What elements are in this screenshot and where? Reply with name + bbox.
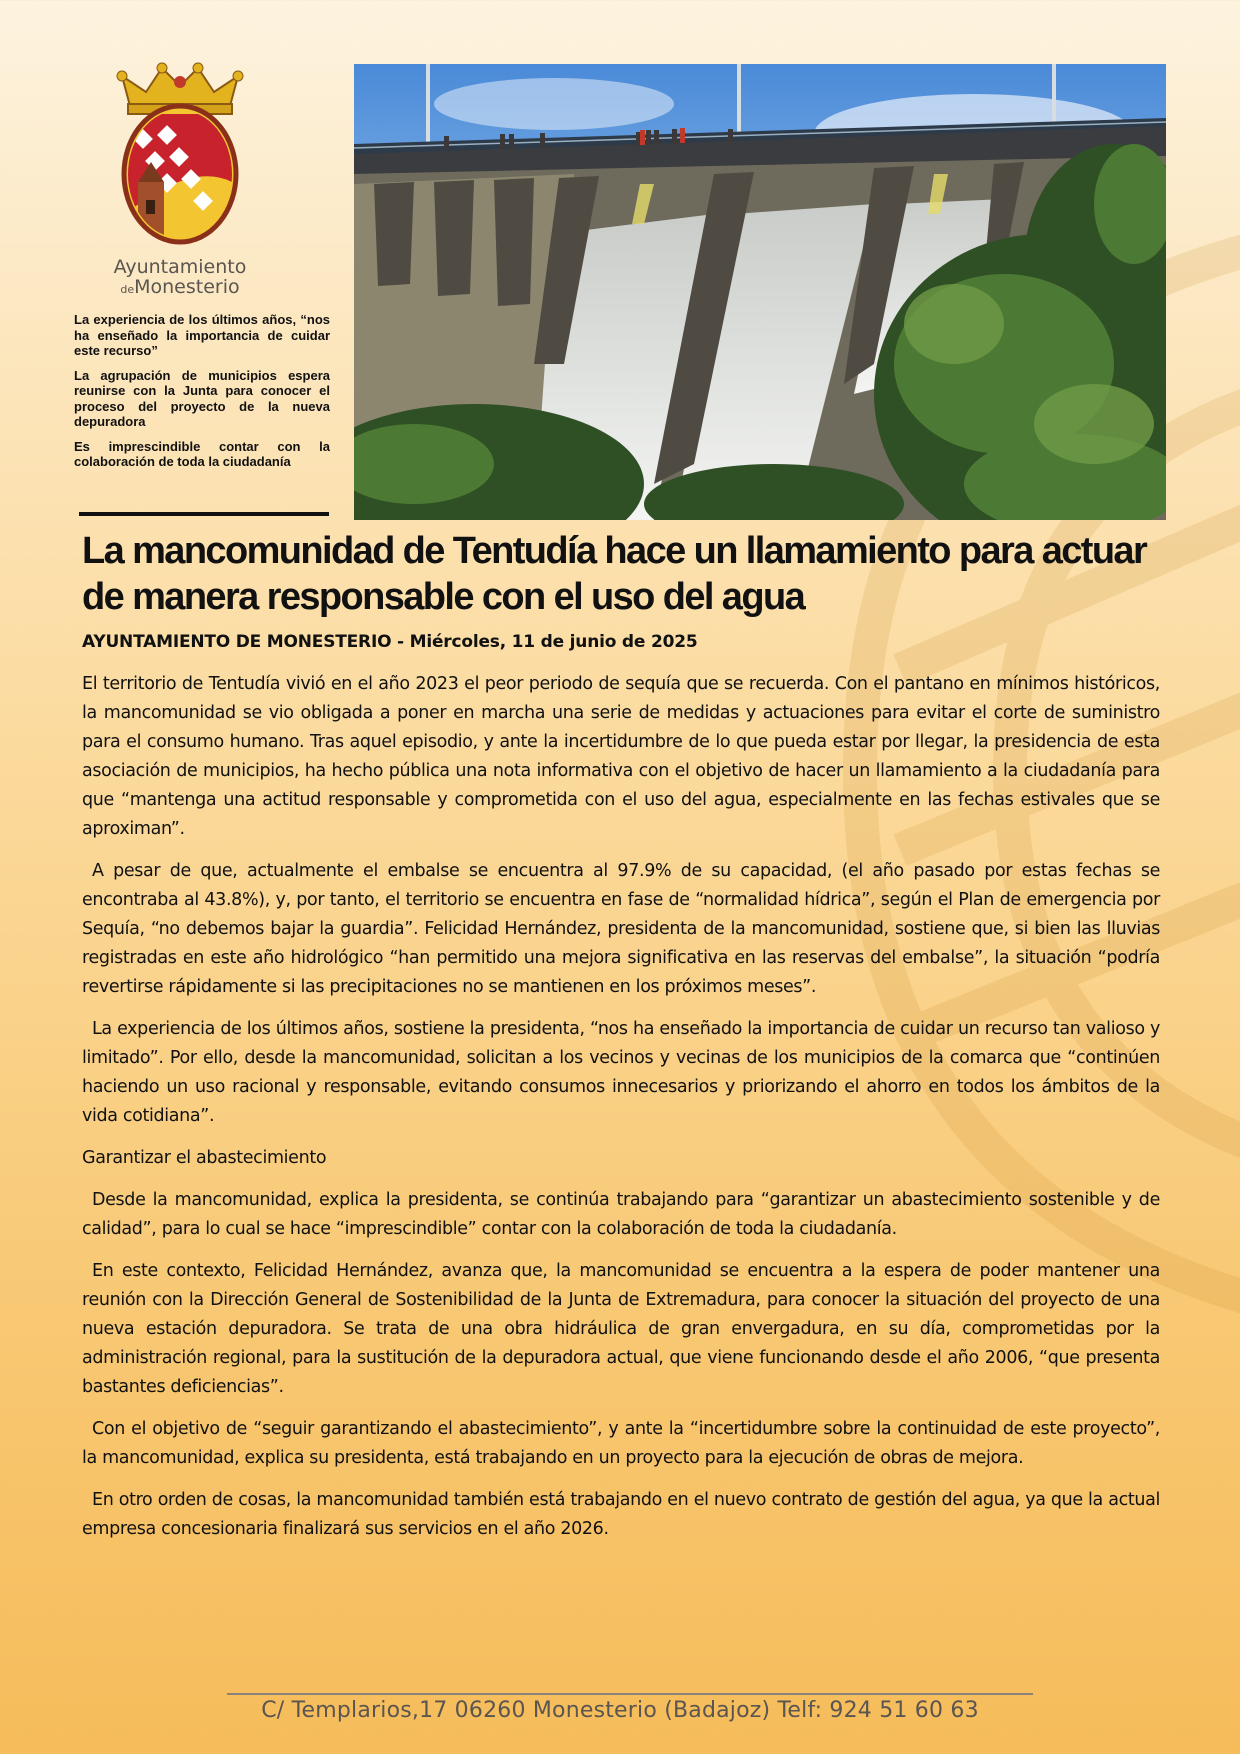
body-paragraph: A pesar de que, actualmente el embalse se encuentra al 97.9% de su capacidad, (el año pasado por estas fechas se encontraba al 43.8%), y, por tanto, el territorio se encuentra en fase de “normalidad hídrica”, según el Plan de emergencia por Sequía, “no debemos bajar la guardia”. Felicidad Hernández, presidenta de la mancomunidad, sostiene que, si bien las lluvias registradas en este año hidrológico “han permitido una mejora significativa en las reservas del embalse”, la situación “podría revertirse rápidamente si las precipitaciones no se mantienen en los próximos meses”. xyxy=(82,861,1160,997)
article-headline: La mancomunidad de Tentudía hace un llamamiento para actuar de manera responsable con el uso del agua xyxy=(82,530,1147,618)
article-body xyxy=(82,670,1160,1557)
body-paragraph: La experiencia de los últimos años, sostiene la presidenta, “nos ha enseñado la importancia de cuidar un recurso tan valioso y limitado”. Por ello, desde la mancomunidad, solicitan a los vecinos y vecinas de los municipios de la comarca que “continúen haciendo un uso racional y responsable, evitando consumos innecesarios y priorizando el ahorro en todos los ámbitos de la vida cotidiana”. xyxy=(82,1019,1160,1126)
divider-rule xyxy=(79,512,329,516)
footer-address: C/ Templarios,17 06260 Monesterio (Badajoz) Telf: 924 51 60 63 xyxy=(261,1698,979,1723)
highlights-sidebar xyxy=(74,312,330,479)
logo-subtitle: deMonesterio xyxy=(120,276,240,298)
footer-divider xyxy=(227,1693,1033,1695)
section-subheading: Garantizar el abastecimiento xyxy=(82,1148,327,1168)
body-paragraph: Con el objetivo de “seguir garantizando el abastecimiento”, y ante la “incertidumbre sobre la continuidad de este proyecto”, la mancomunidad, explica su presidenta, está trabajando en un proyecto para la ejecución de obras de mejora. xyxy=(82,1419,1160,1468)
article-byline: AYUNTAMIENTO DE MONESTERIO - Miércoles, 11 de junio de 2025 xyxy=(82,632,698,652)
body-paragraph: En otro orden de cosas, la mancomunidad también está trabajando en el nuevo contrato de gestión del agua, ya que la actual empresa concesionaria finalizará sus servicios en el año 2026. xyxy=(82,1490,1160,1539)
dam-photo xyxy=(354,64,1166,520)
body-paragraph: El territorio de Tentudía vivió en el año 2023 el peor periodo de sequía que se recuerda. Con el pantano en mínimos históricos, la mancomunidad se vio obligada a poner en marcha una serie de medidas y actuaciones para evitar el corte de suministro para el consumo humano. Tras aquel episodio, y ante la incertidumbre de lo que pueda estar por llegar, la presidencia de esta asociación de municipios, ha hecho pública una nota informativa con el objetivo de hacer un llamamiento a la ciudadanía para que “mantenga una actitud responsable y comprometida con el uso del agua, especialmente en las fechas estivales que se aproximan”. xyxy=(82,674,1160,839)
logo-title: Ayuntamiento xyxy=(113,256,247,278)
coat-of-arms-icon xyxy=(112,62,248,250)
body-paragraph: Desde la mancomunidad, explica la presidenta, se continúa trabajando para “garantizar un abastecimiento sostenible y de calidad”, para lo cual se hace “imprescindible” contar con la colaboración de toda la ciudadanía. xyxy=(82,1190,1160,1239)
highlight-item: La experiencia de los últimos años, “nos ha enseñado la importancia de cuidar este recurso” xyxy=(74,312,330,358)
body-paragraph: En este contexto, Felicidad Hernández, avanza que, la mancomunidad se encuentra a la espera de poder mantener una reunión con la Dirección General de Sostenibilidad de la Junta de Extremadura, para conocer la situación del proyecto de una nueva estación depuradora. Se trata de una obra hidráulica de gran envergadura, en su día, comprometidas por la administración regional, para la sustitución de la depuradora actual, que viene funcionando desde el año 2006, “que presenta bastantes deficiencias”. xyxy=(82,1261,1160,1397)
highlight-item: La agrupación de municipios espera reunirse con la Junta para conocer el proceso del proyecto de la nueva depuradora xyxy=(74,367,330,429)
municipality-logo xyxy=(100,62,260,302)
highlight-item: Es imprescindible contar con la colaboración de toda la ciudadanía xyxy=(74,438,330,469)
